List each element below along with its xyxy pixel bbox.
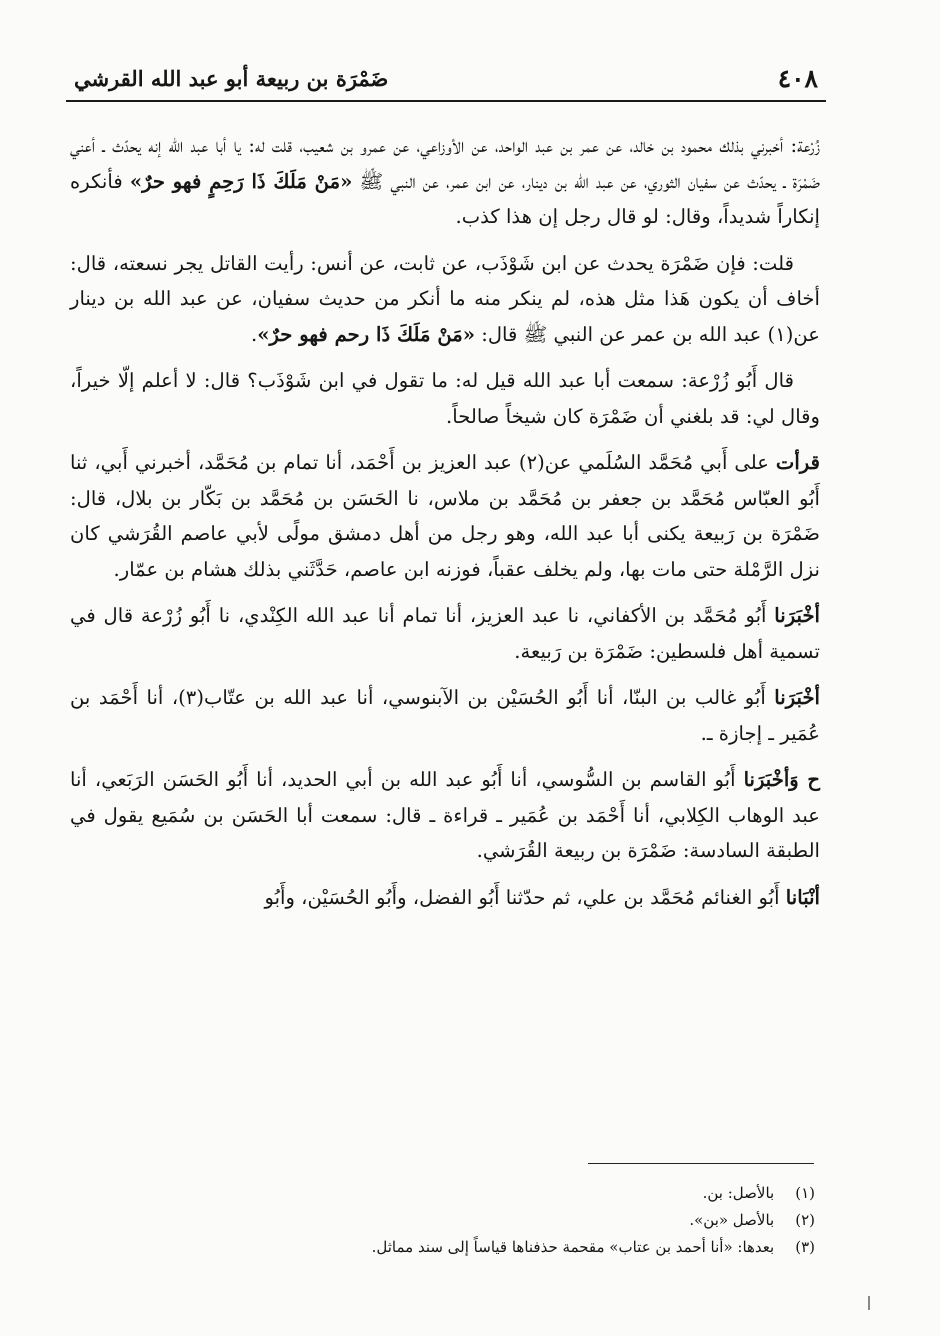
- paragraph-text: زُرْعة: أخبرني بذلك محمود بن خالد، عن عمر بن عبد الواحد، عن الأوزاعي، عن عمرو بن شعيب، قلت له: يا أبا عبد الله إنه يحدّث ـ أعني ضَمْرَة ـ يحدّث عن سفيان الثوري، عن عبد الله بن دينار، عن ابن عمر، عن النبي ﷺ: [70, 134, 820, 193]
- paragraph: [70, 445, 820, 587]
- page-number: ٤٠٨: [777, 64, 818, 93]
- footnote: [240, 1180, 815, 1207]
- transmission-lead: أنْبَانا: [785, 885, 820, 909]
- footnote: [240, 1234, 815, 1261]
- paragraph-text: أَبُو القاسم بن السُّوسي، أنا أَبُو عبد الله بن أبي الحديد، أنا أَبُو الحَسَن الرَبَعي، أنا عبد الوهاب الكِلابي، أنا أَحْمَد بن عُمَير ـ قراءة ـ قال: سمعت أبا الحَسَن بن سُمَيع يقول في الطبقة السادسة: ضَمْرَة بن ربيعة القُرَشي.: [70, 768, 820, 862]
- running-title: ضَمْرَة بن ربيعة أبو عبد الله القرشي: [74, 66, 389, 91]
- footnote-divider: [588, 1163, 814, 1164]
- paragraph-tail: .: [251, 322, 258, 346]
- hadith-quote: «مَنْ مَلَكَ ذَا رحم فهو حرٌ»: [257, 322, 475, 346]
- paragraph-text: أَبُو مُحَمَّد بن الأكفاني، نا عبد العزيز، أنا تمام أنا عبد الله الكِنْدي، نا أَبُو زُرْعة قال في تسمية أهل فلسطين: ضَمْرَة بن رَبيعة.: [70, 604, 820, 663]
- hadith-quote: «مَنْ مَلَكَ ذَا رَحِمٍ فهو حرٌ»: [129, 169, 353, 193]
- footnote: [240, 1207, 815, 1234]
- footnote-number: (٣): [795, 1238, 815, 1256]
- footnote-number: (١): [795, 1184, 815, 1202]
- footnote-number: (٢): [795, 1211, 815, 1229]
- scan-mark: [868, 1296, 870, 1310]
- footnote-text: بالأصل «بن».: [689, 1211, 775, 1229]
- paragraph: [70, 762, 820, 869]
- paragraph-text: قال أَبُو زُرْعة: سمعت أبا عبد الله قيل له: ما تقول في ابن شَوْذَب؟ قال: لا أعلم إلّا خيراً، وقال لي: قد بلغني أن ضَمْرَة كان شيخاً صالحاً.: [70, 369, 820, 428]
- transmission-lead: ح وَأخْبَرَنا: [743, 768, 820, 791]
- paragraph: [70, 598, 820, 669]
- paragraph: [70, 128, 820, 235]
- paragraph-text: قلت: فإن ضَمْرَة يحدث عن ابن شَوْذَب، عن ثابت، عن أنس: رأيت القاتل يجر نسعته، قال: أخاف أن يكون هَذا مثل هذه، لم ينكر منه ما أنكر من حديث سفيان، عن عبد الله بن دينار عن(١) عبد الله بن عمر عن النبي ﷺ قال:: [70, 251, 820, 346]
- footnotes: [240, 1180, 815, 1261]
- paragraph-text: أَبُو الغنائم مُحَمَّد بن علي، ثم حدّثنا أَبُو الفضل، وأَبُو الحُسَيْن، وأَبُو: [264, 885, 786, 909]
- footnote-text: بعدها: «أنا أحمد بن عتاب» مقحمة حذفناها قياساً إلى سند مماثل.: [371, 1238, 775, 1256]
- transmission-lead: أخْبَرَنا: [774, 686, 820, 709]
- footnote-text: بالأصل: بن.: [702, 1184, 775, 1202]
- paragraph: [70, 880, 820, 916]
- paragraph-tail: فأنكره إنكاراً شديداً، وقال: لو قال رجل إن هذا كذب.: [70, 169, 820, 228]
- paragraph: [70, 363, 820, 434]
- main-text: [70, 128, 820, 926]
- page-header: [66, 60, 826, 102]
- paragraph: [70, 246, 820, 353]
- paragraph-text: على أَبي مُحَمَّد السُلَمي عن(٢) عبد العزيز بن أَحْمَد، أنا تمام بن مُحَمَّد، أخبرني أَبي، ثنا أَبُو العبّاس مُحَمَّد بن جعفر بن مُحَمَّد بن ملاس، نا الحَسَن بن مُحَمَّد بن بَكّار بن بلال، قال: ضَمْرَة بن رَبيعة يكنى أبا عبد الله، وهو رجل من أهل دمشق مولًى لأبي عاصم القُرَشي كان نزل الرَّمْلة حتى مات بها، ولم يخلف عقباً، فوزنه ابن عاصم، حَدَّثَني بذلك هشام بن عمّار.: [70, 451, 820, 581]
- paragraph: [70, 680, 820, 751]
- transmission-lead: قرأت: [775, 451, 820, 474]
- paragraph-text: أَبُو غالب بن البنّا، أنا أَبُو الحُسَيْن بن الآبنوسي، أنا عبد الله بن عتّاب(٣)، أنا أَحْمَد بن عُمَير ـ إجازة ـ.: [70, 686, 820, 745]
- transmission-lead: أخْبَرَنا: [774, 604, 820, 627]
